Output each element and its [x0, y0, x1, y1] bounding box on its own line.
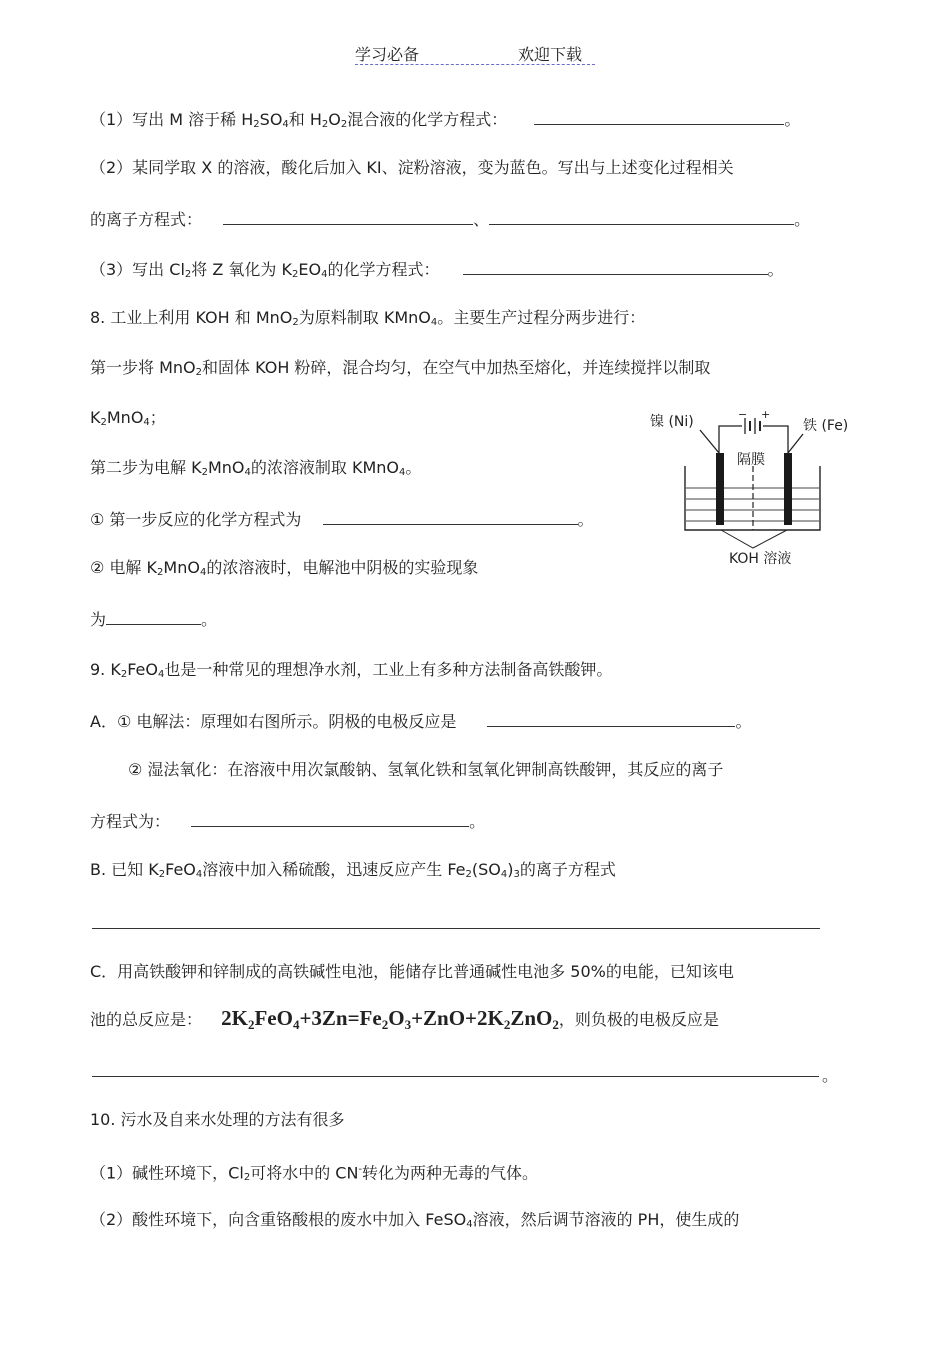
koh-solution-label: KOH 溶液 — [729, 551, 792, 567]
answer-blank[interactable] — [487, 710, 735, 727]
electrolysis-diagram — [645, 408, 855, 570]
question-9-c-cont: 池的总反应是： $2K_2FeO_4+3Zn=Fe_2O_3+ZnO+2K_2ZnO_2$，则负极的电极反应是 — [90, 1006, 719, 1032]
answer-blank[interactable] — [489, 208, 794, 225]
question-8-part2: ② 电解 $K_2MnO_4$的浓溶液时，电解池中阴极的实验现象 — [90, 558, 479, 578]
question-8: 8. 工业上利用 KOH 和 MnO$_2$为原料制取 KMnO$_4$。主要生产过程分两步进行： — [90, 308, 646, 328]
question-8-step1-cont: $K_2MnO_4$； — [90, 408, 166, 428]
question-8-step1: 第一步将 MnO$_2$和固体 KOH 粉碎，混合均匀，在空气中加热至熔化，并连续搅拌以制取 — [90, 358, 711, 378]
answer-blank[interactable] — [323, 508, 578, 525]
question-9-a2-cont: 方程式为： 。 — [90, 812, 486, 831]
answer-blank[interactable] — [191, 810, 469, 827]
battery-plus-sign: + — [761, 408, 771, 421]
battery-minus-sign: − — [738, 408, 748, 421]
question-10-1: （1）碱性环境下，$Cl_2$可将水中的 CN-转化为两种无毒的气体。 — [90, 1163, 539, 1184]
answer-line[interactable] — [92, 1076, 819, 1077]
question-9-a1: A．① 电解法：原理如右图所示。阴极的电极反应是 。 — [90, 712, 752, 731]
membrane-label: 隔膜 — [737, 452, 765, 468]
header-right: 欢迎下载 — [518, 45, 583, 64]
fe-electrode — [784, 453, 792, 525]
question-9-b: B. 已知 $K_2FeO_4$溶液中加入稀硫酸，迅速反应产生 $Fe_2(SO_4)_3$的离子方程式 — [90, 860, 616, 880]
question-8-part2-cont: 为 。 — [90, 610, 218, 629]
question-9: 9. $K_2FeO_4$也是一种常见的理想净水剂，工业上有多种方法制备高铁酸钾。 — [90, 660, 613, 680]
question-8-part1: ① 第一步反应的化学方程式为 。 — [90, 510, 594, 529]
period-mark: 。 — [822, 1066, 839, 1085]
circuit-wire — [719, 426, 788, 453]
question-10-2: （2）酸性环境下，向含重铬酸根的废水中加入 FeSO$_4$溶液，然后调节溶液的 PH，使生成的 — [90, 1210, 740, 1230]
question-9-c: C．用高铁酸钾和锌制成的高铁碱性电池，能储存比普通碱性电池多 50%的电能，已知该电 — [90, 962, 734, 981]
header-underline — [355, 64, 595, 65]
solution-pointer — [721, 530, 787, 548]
ni-electrode — [716, 453, 724, 525]
answer-blank[interactable] — [534, 108, 784, 125]
right-wire — [788, 434, 803, 453]
question-7-3: （3）写出 $Cl_2$将 Z 氧化为 $K_2EO_4$的化学方程式： 。 — [90, 260, 784, 280]
answer-line[interactable] — [92, 928, 820, 929]
question-10: 10. 污水及自来水处理的方法有很多 — [90, 1110, 345, 1129]
battery-equation: $2K_2FeO_4+3Zn=Fe_2O_3+ZnO+2K_2ZnO_2$ — [221, 1006, 559, 1032]
answer-blank[interactable] — [223, 208, 473, 225]
question-8-step2: 第二步为电解 $K_2MnO_4$的浓溶液制取 KMnO$_4$。 — [90, 458, 422, 478]
question-7-2-cont: 的离子方程式： 、 。 — [90, 210, 811, 229]
answer-blank[interactable] — [106, 608, 201, 625]
left-wire — [700, 430, 719, 453]
answer-blank[interactable] — [463, 258, 768, 275]
question-7-2: （2）某同学取 X 的溶液，酸化后加入 KI、淀粉溶液，变为蓝色。写出与上述变化过程相关 — [90, 158, 734, 177]
question-7-1: （1）写出 M 溶于稀 $H_2SO_4$和 $H_2O_2$混合液的化学方程式： 。 — [90, 110, 801, 130]
header-left: 学习必备 — [355, 45, 420, 64]
question-9-a2: ② 湿法氧化：在溶液中用次氯酸钠、氢氧化铁和氢氧化钾制高铁酸钾，其反应的离子 — [128, 760, 724, 779]
fe-electrode-label: 铁 (Fe) — [803, 418, 849, 434]
ni-electrode-label: 镍 (Ni) — [650, 414, 694, 430]
page-header — [355, 42, 595, 66]
